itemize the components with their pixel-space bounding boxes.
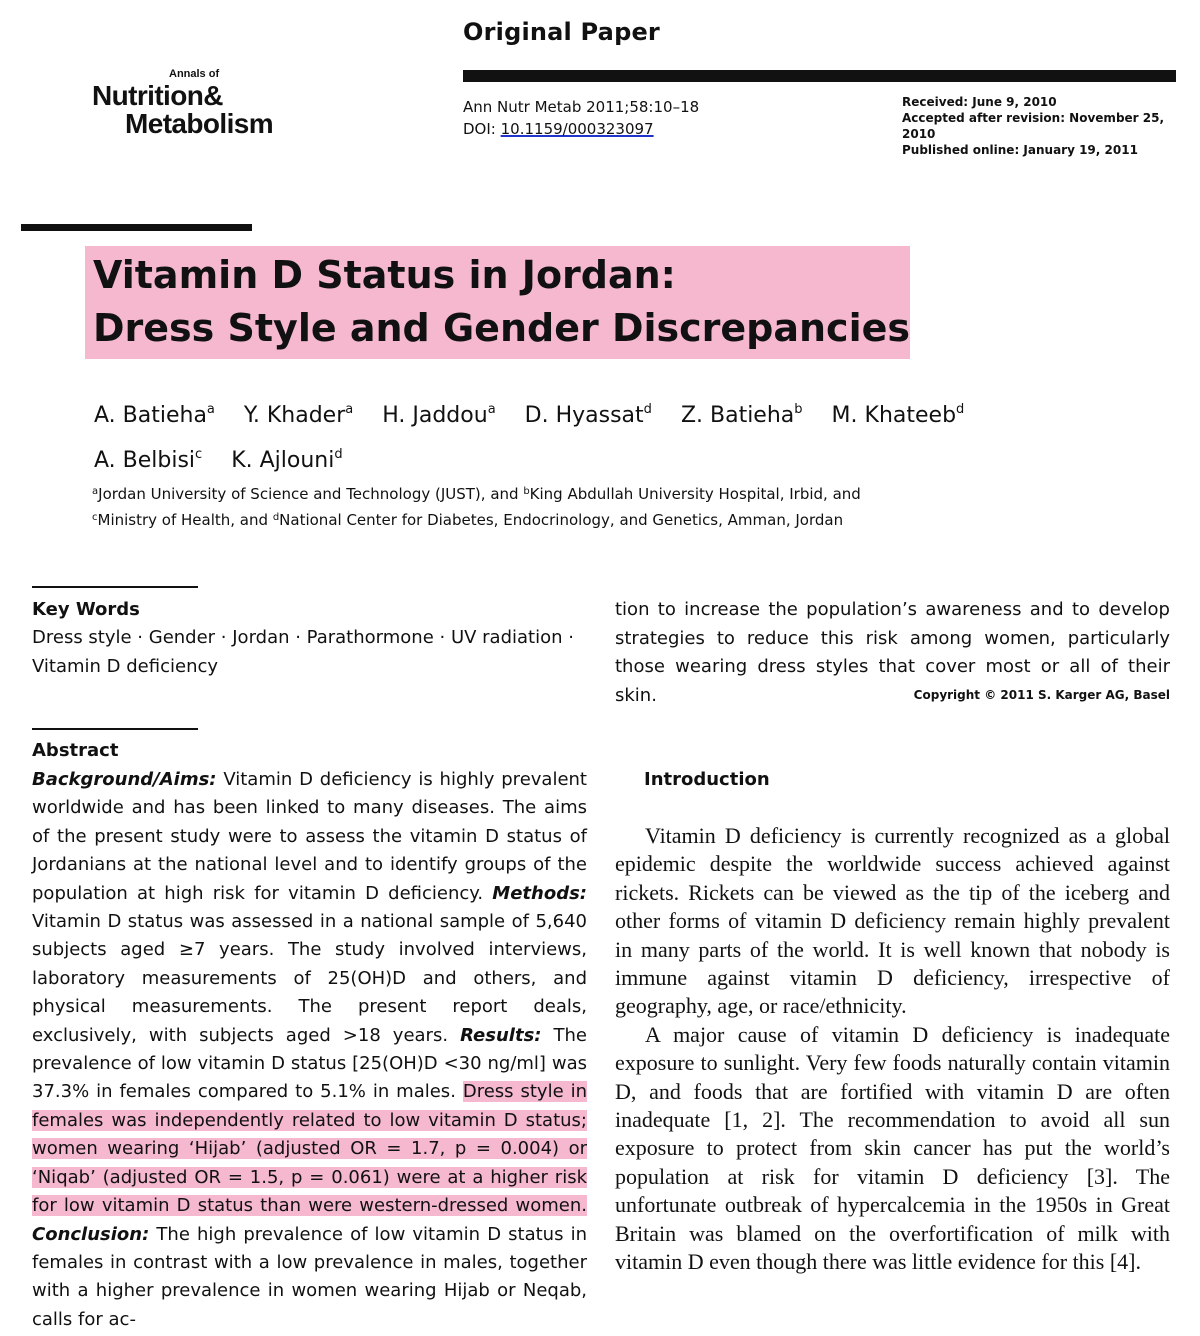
author <box>832 390 965 435</box>
conclusion-label: Conclusion: <box>32 1223 150 1245</box>
methods-text: Vitamin D status was assessed in a national sample of 5,640 subjects aged ≥7 years. The study involved interviews, laboratory measurements of 25(OH)D and others, and physical measurements. The present report deals, exclusively, with subjects aged >18 years. <box>32 911 587 1046</box>
author <box>525 390 652 435</box>
doi-link[interactable]: 10.1159/000323097 <box>500 120 654 138</box>
abstract-heading: Abstract <box>32 740 119 761</box>
author-affiliation-mark: d <box>334 447 343 462</box>
published-date: Published online: January 19, 2011 <box>902 143 1138 157</box>
header-rule <box>463 70 1176 82</box>
publication-dates <box>902 94 1200 158</box>
introduction-body <box>615 822 1170 1277</box>
abstract-body: Background/Aims: Vitamin D deficiency is highly prevalent worldwide and has been linked to many diseases. The aims of the present study were to assess the vitamin D status of Jordanians at the national level and to identify groups of the population at high risk for vitamin D deficiency. Methods: Vitamin D status was assessed in a national sample of 5,640 subjects aged ≥7 years. The study involved interviews, laboratory measurements of 25(OH)D and others, and physical measurements. The present report deals, exclusively, with subjects aged >18 years. Results: The prevalence of low vitamin D status [25(OH)D <30 ng/ml] was 37.3% in females compared to 5.1% in males. Dress style in females was independently related to low vitamin D status; women wearing ‘Hijab’ (adjusted OR = 1.7, p = 0.004) or ‘Niqab’ (adjusted OR = 1.5, p = 0.061) were at a higher risk for low vitamin D status than were western-dressed women. Conclusion: The high prevalence of low vitamin D status in females in contrast with a low prevalence in males, together with a higher prevalence in women wearing Hijab or Neqab, calls for ac- <box>32 769 587 1330</box>
methods-label: Methods: <box>492 882 587 904</box>
affiliation-c: Ministry of Health, and <box>97 511 273 529</box>
author-affiliation-mark: a <box>206 402 215 417</box>
author-name: M. Khateeb <box>831 403 957 428</box>
affiliation-mark-a: a <box>92 486 99 497</box>
logo-line-1: Nutrition& <box>92 80 223 111</box>
affiliation-line-2 <box>92 506 972 532</box>
accepted-date: Accepted after revision: November 25, 2010 <box>902 111 1165 141</box>
title-line-2: Dress Style and Gender Discrepancies <box>93 306 910 350</box>
results-highlight: Dress style in females was independently related to low vitamin D status; women wearing ‘Hijab’ (adjusted OR = 1.7, p = 0.004) or ‘Niqab’ (adjusted OR = 1.5, p = 0.061) were at a higher risk for low vitamin D status than were western-dressed women. <box>32 1081 587 1217</box>
affiliation-d: National Center for Diabetes, Endocrinology, and Genetics, Amman, Jordan <box>279 511 844 529</box>
title-rule <box>21 224 252 231</box>
introduction-heading: Introduction <box>644 769 770 790</box>
background-label: Background/Aims: <box>32 769 217 790</box>
affiliation-a: Jordan University of Science and Technology (JUST), and <box>98 485 524 503</box>
doi-line <box>463 118 699 140</box>
author-name: A. Belbisi <box>94 448 196 473</box>
introduction-paragraph-1: Vitamin D deficiency is currently recognized as a global epidemic despite the worldwide success achieved against rickets. Rickets can be viewed as the tip of the iceberg and other forms of vitamin D deficiency remain highly prevalent in many parts of the world. It is well known that nobody is immune against vitamin D deficiency, irrespective of geography, age, or race/ethnicity. <box>615 823 1170 1019</box>
background-text: Vitamin D deficiency is highly prevalent worldwide and has been linked to many diseases. The aims of the present study were to assess the vitamin D status of Jordanians at the national level and to identify groups of the population at high risk for vitamin D deficiency. <box>32 769 587 904</box>
section-label: Original Paper <box>463 18 660 46</box>
logo-line-2: Metabolism <box>125 108 274 139</box>
citation-text: Ann Nutr Metab 2011;58:10–18 <box>463 98 700 116</box>
author <box>94 390 215 435</box>
doi-label: DOI: <box>463 120 496 138</box>
author-name: A. Batieha <box>94 403 207 428</box>
citation-block <box>463 96 699 140</box>
affiliation-mark-c: c <box>92 512 98 523</box>
results-text: The prevalence of low vitamin D status [25(OH)D <30 ng/ml] was 37.3% in females compared to 5.1% in males. <box>32 1024 587 1103</box>
author-list <box>94 390 994 480</box>
affiliation-mark-b: b <box>523 486 530 497</box>
logo-small-text: Annals of <box>169 68 220 80</box>
abstract-continuation: tion to increase the population’s awareness and to develop strategies to reduce this risk among women, particularly those wearing dress styles that cover most or all of their skin. <box>615 599 1170 706</box>
keywords-list: Dress style · Gender · Jordan · Parathormone · UV radiation · Vitamin D deficiency <box>32 627 574 677</box>
conclusion-text: The high prevalence of low vitamin D status in females in contrast with a low prevalence in males, together with a higher prevalence in women wearing Hijab or Neqab, calls for ac <box>32 1223 587 1330</box>
author-name: K. Ajlouni <box>231 448 335 473</box>
author-name: Z. Batieha <box>680 403 795 428</box>
author-affiliation-mark: c <box>195 447 203 462</box>
author <box>382 390 495 435</box>
author-affiliation-mark: d <box>643 402 652 417</box>
author <box>244 390 353 435</box>
author-affiliation-mark: a <box>487 402 496 417</box>
affiliations <box>92 480 972 532</box>
introduction-paragraph-2: A major cause of vitamin D deficiency is inadequate exposure to sunlight. Very few foods naturally contain vitamin D, and foods that are fortified with vitamin D are often inadequate [1, 2]. The recommendation to avoid all sun exposure to protect from skin cancer has put the world’s population at risk for vitamin D deficiency [3]. The unfortunate outbreak of hypercalcemia in the 1950s in Great Britain was blamed on the overfortification of milk with vitamin D even though there was little evidence for this [4]. <box>615 1021 1170 1275</box>
author-name: H. Jaddou <box>382 403 488 428</box>
affiliation-b: King Abdullah University Hospital, Irbid, and <box>529 485 861 503</box>
received-date: Received: June 9, 2010 <box>902 95 1057 109</box>
keywords-rule <box>32 586 198 588</box>
affiliation-mark-d: d <box>272 512 280 523</box>
paper-title <box>93 249 910 355</box>
author <box>231 435 342 480</box>
affiliation-line-1 <box>92 480 972 506</box>
keywords-heading: Key Words <box>32 599 140 620</box>
copyright-notice: Copyright © 2011 S. Karger AG, Basel <box>913 688 1170 702</box>
title-line-1: Vitamin D Status in Jordan: <box>93 253 676 297</box>
author-affiliation-mark: a <box>345 402 354 417</box>
results-label: Results: <box>460 1024 542 1046</box>
author <box>681 390 803 435</box>
author-affiliation-mark: d <box>956 402 965 417</box>
author-name: Y. Khader <box>243 403 346 428</box>
author-affiliation-mark: b <box>794 402 803 417</box>
abstract-rule <box>32 728 198 730</box>
author <box>94 435 202 480</box>
journal-logo <box>92 68 307 142</box>
author-name: D. Hyassat <box>524 403 644 428</box>
